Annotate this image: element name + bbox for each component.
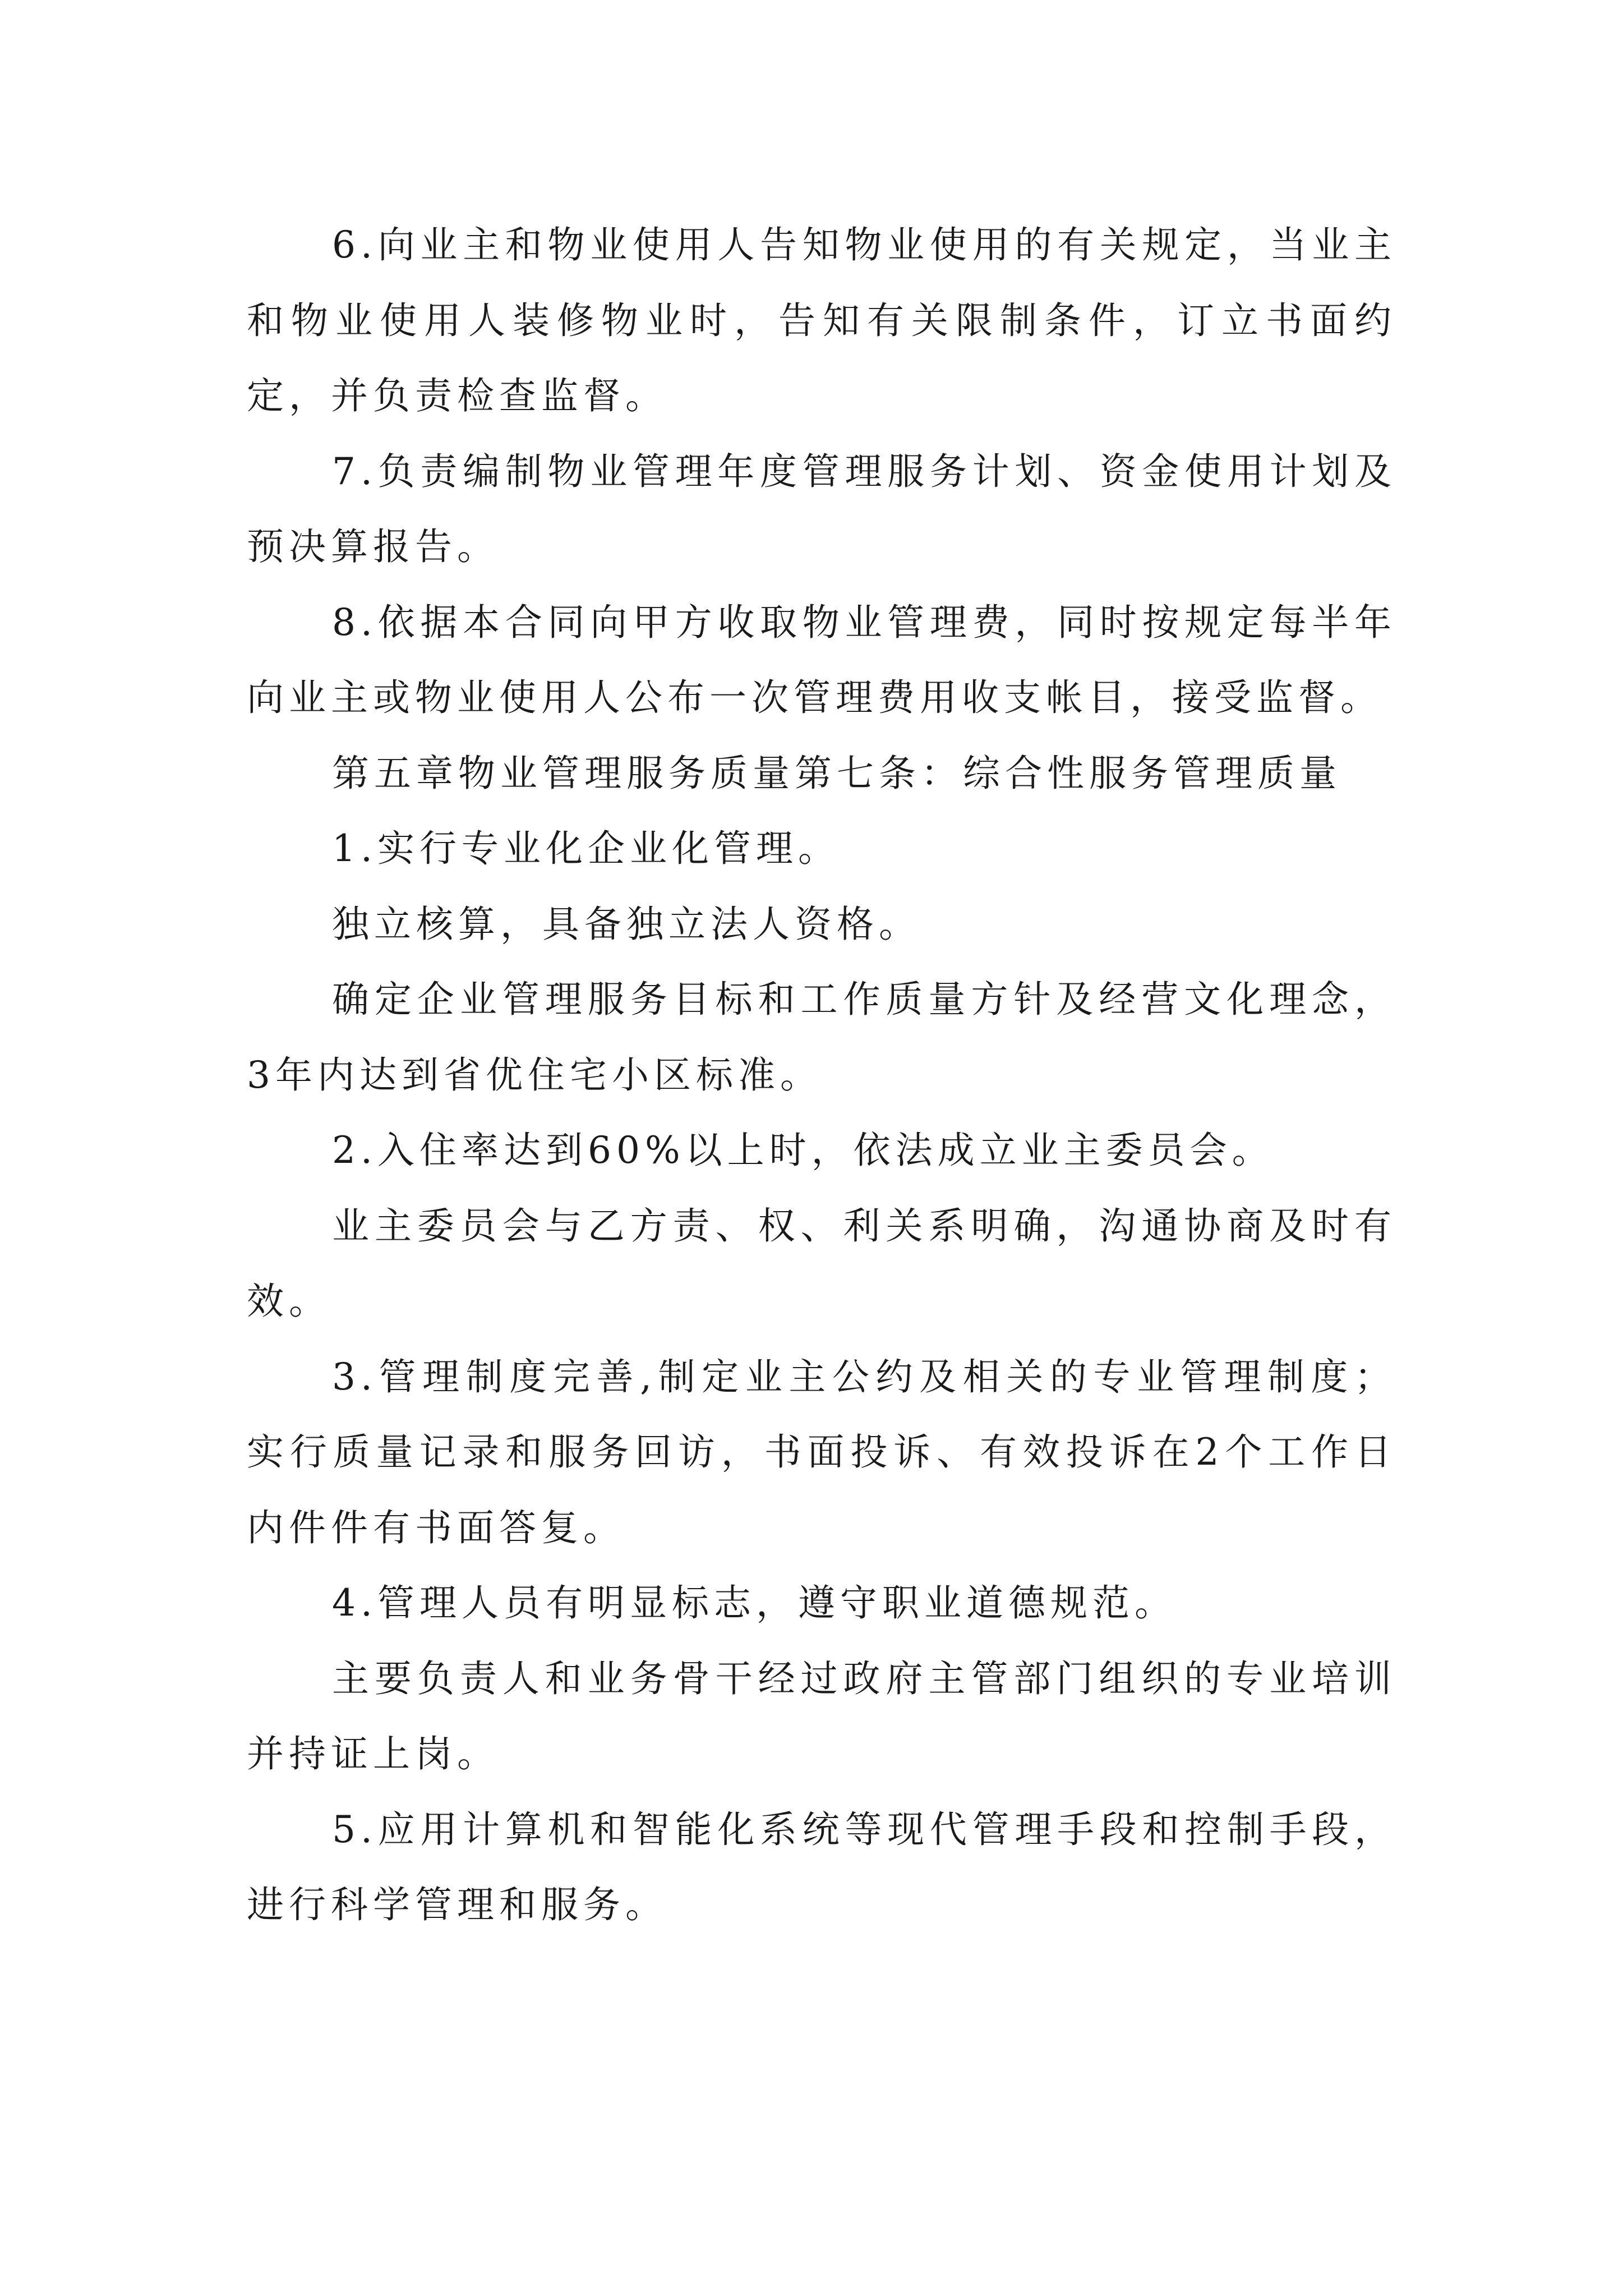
quality-item-3: 3.管理制度完善,制定业主公约及相关的专业管理制度；实行质量记录和服务回访，书面投诉、有效投诉在2个工作日内件件有书面答复。 [247, 1355, 1396, 1549]
quality-item-4: 4.管理人员有明显标志，遵守职业道德规范。 [332, 1581, 1177, 1625]
chapter-heading: 第五章物业管理服务质量第七条：综合性服务管理质量 [332, 751, 1341, 795]
paragraph-item-7: 7.负责编制物业管理年度管理服务计划、资金使用计划及预决算报告。 [247, 449, 1396, 568]
quality-item-2-detail: 业主委员会与乙方责、权、利关系明确，沟通协商及时有效。 [247, 1204, 1396, 1323]
document-body [247, 208, 1396, 1943]
paragraph-item-8: 8.依据本合同向甲方收取物业管理费，同时按规定每半年向业主或物业使用人公布一次管理费用收支帐目，接受监督。 [247, 600, 1396, 719]
quality-item-1: 1.实行专业化企业化管理。 [332, 827, 840, 870]
paragraph-item-6: 6.向业主和物业使用人告知物业使用的有关规定，当业主和物业使用人装修物业时，告知有关限制条件，订立书面约定，并负责检查监督。 [247, 223, 1396, 417]
quality-item-5: 5.应用计算机和智能化系统等现代管理手段和控制手段，进行科学管理和服务。 [247, 1807, 1396, 1926]
quality-item-2: 2.入住率达到60%以上时，依法成立业主委员会。 [332, 1129, 1274, 1172]
quality-item-1-detail-a: 独立核算，具备独立法人资格。 [332, 902, 921, 946]
quality-item-4-detail: 主要负责人和业务骨干经过政府主管部门组织的专业培训并持证上岗。 [247, 1657, 1396, 1775]
quality-item-1-detail-b: 确定企业管理服务目标和工作质量方针及经营文化理念，3年内达到省优住宅小区标准。 [247, 978, 1396, 1097]
